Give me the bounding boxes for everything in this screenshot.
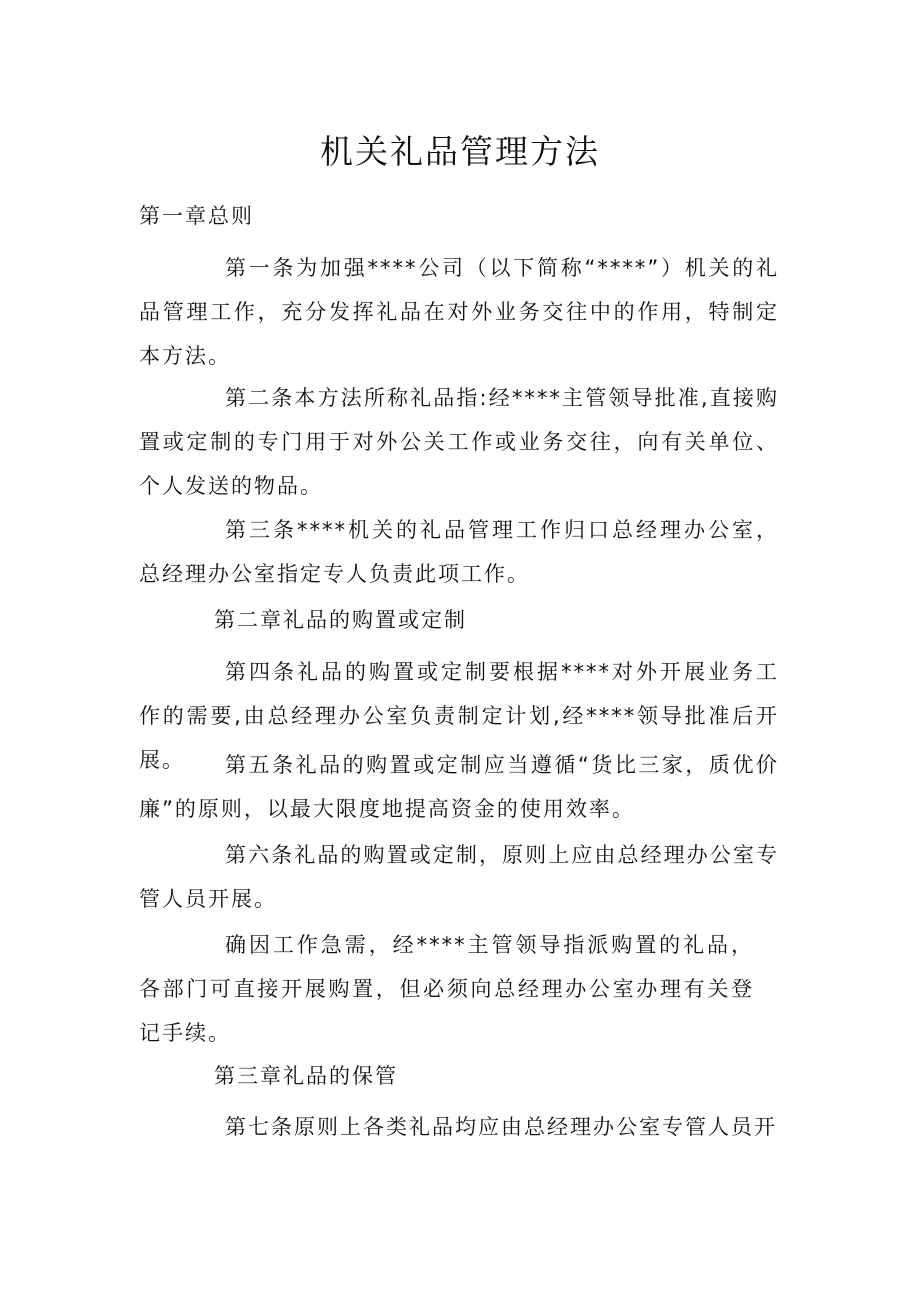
chapter-heading-2: 第二章礼品的购置或定制 — [214, 608, 467, 632]
paragraph-article-4: 第四条礼品的购置或定制要根据****对外开展业务工作的需要,由总经理办公室负责制定计划,经****领导批准后开展。 — [139, 660, 779, 772]
chapter-heading-3: 第三章礼品的保管 — [214, 1064, 398, 1088]
paragraph-article-3: 第三条****机关的礼品管理工作归口总经理办公室，总经理办公室指定专人负责此项工作。 — [139, 518, 779, 586]
paragraph-article-2: 第二条本方法所称礼品指:经****主管领导批准,直接购置或定制的专门用于对外公关工作或业务交往，向有关单位、个人发送的物品。 — [139, 386, 779, 498]
paragraph-article-6: 第六条礼品的购置或定制，原则上应由总经理办公室专管人员开展。 — [139, 843, 779, 911]
document-title: 机关礼品管理方法 — [320, 132, 600, 171]
paragraph-article-1: 第一条为加强****公司（以下简称“****”）机关的礼品管理工作，充分发挥礼品在对外业务交往中的作用，特制定本方法。 — [139, 256, 779, 368]
paragraph-urgent-purchase: 确因工作急需，经****主管领导指派购置的礼品，各部门可直接开展购置，但必须向总经理办公室办理有关登记手续。 — [139, 933, 754, 1045]
chapter-heading-1: 第一章总则 — [139, 204, 254, 228]
paragraph-article-7: 第七条原则上各类礼品均应由总经理办公室专管人员开 — [225, 1115, 777, 1139]
paragraph-article-5: 第五条礼品的购置或定制应当遵循“货比三家，质优价廉”的原则，以最大限度地提高资金的使用效率。 — [139, 753, 779, 821]
